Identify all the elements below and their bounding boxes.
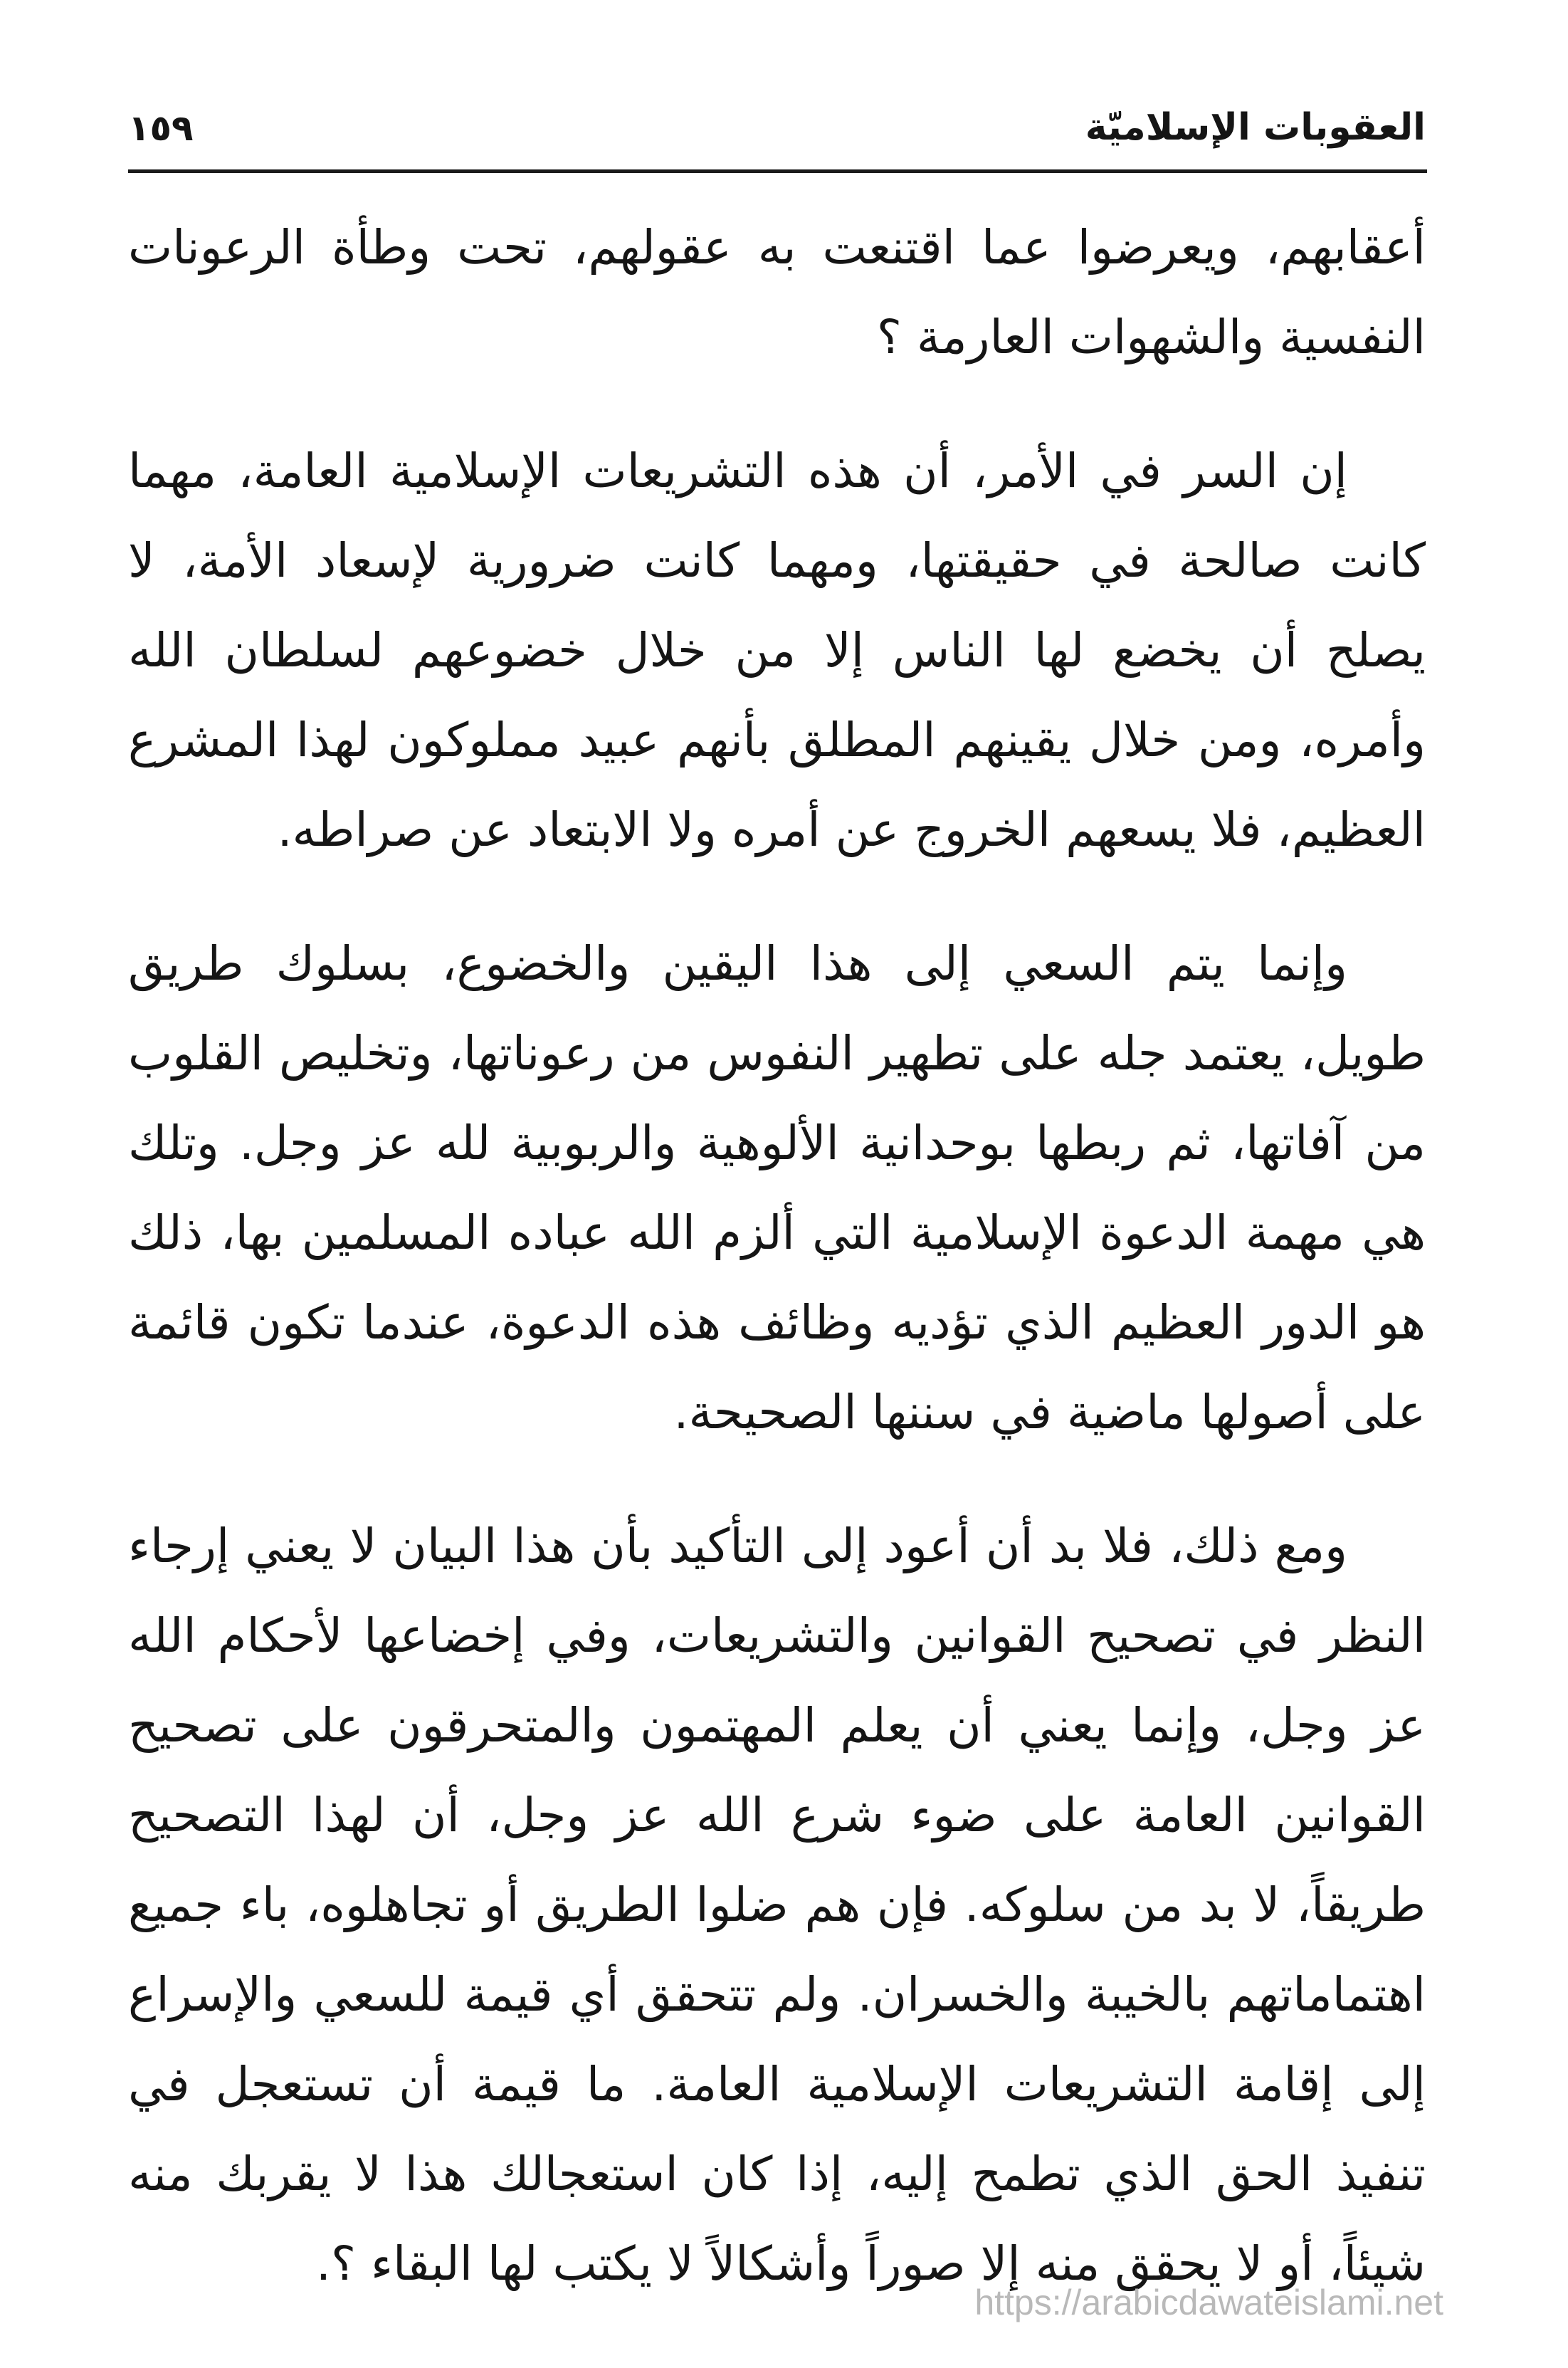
- source-watermark: https://arabicdawateislami.net: [974, 2283, 1443, 2322]
- paragraph-continuation: أعقابهم، ويعرضوا عما اقتنعت به عقولهم، تحت وطأة الرعونات النفسية والشهوات العارمة ؟: [128, 220, 1426, 365]
- paragraph: إن السر في الأمر، أن هذه التشريعات الإسلامية العامة، مهما كانت صالحة في حقيقتها، ومهما كانت ضرورية لإسعاد الأمة، لا يصلح أن يخضع لها الناس إلا من خلال خضوعهم لسلطان الله وأمره، ومن خلال يقينهم المطلق بأنهم عبيد مملوكون لهذا المشرع العظيم، فلا يسعهم الخروج عن أمره ولا الابتعاد عن صراطه.: [128, 444, 1426, 857]
- body-text: [128, 203, 1426, 2353]
- header-divider: [128, 169, 1427, 173]
- running-title: العقوبات الإسلاميّة: [1085, 106, 1426, 149]
- paragraph: ومع ذلك، فلا بد أن أعود إلى التأكيد بأن هذا البيان لا يعني إرجاء النظر في تصحيح القوانين والتشريعات، وفي إخضاعها لأحكام الله عز وجل، وإنما يعني أن يعلم المهتمون والمتحرقون على تصحيح القوانين العامة على ضوء شرع الله عز وجل، أن لهذا التصحيح طريقاً، لا بد من سلوكه. فإن هم ضلوا الطريق أو تجاهلوه، باء جميع اهتماماتهم بالخيبة والخسران. ولم تتحقق أي قيمة للسعي والإسراع إلى إقامة التشريعات الإسلامية العامة. ما قيمة أن تستعجل في تنفيذ الحق الذي تطمح إليه، إذا كان استعجالك هذا لا يقربك منه شيئاً، أو لا يحقق منه إلا صوراً وأشكالاً لا يكتب لها البقاء ؟.: [128, 1519, 1426, 2291]
- page-header: [128, 96, 1426, 174]
- paragraph: وإنما يتم السعي إلى هذا اليقين والخضوع، بسلوك طريق طويل، يعتمد جله على تطهير النفوس من رعوناتها، وتخليص القلوب من آفاتها، ثم ربطها بوحدانية الألوهية والربوبية لله عز وجل. وتلك هي مهمة الدعوة الإسلامية التي ألزم الله عباده المسلمين بها، ذلك هو الدور العظيم الذي تؤديه وظائف هذه الدعوة، عندما تكون قائمة على أصولها ماضية في سننها الصحيحة.: [128, 936, 1426, 1440]
- page-number: ١٥٩: [128, 108, 194, 149]
